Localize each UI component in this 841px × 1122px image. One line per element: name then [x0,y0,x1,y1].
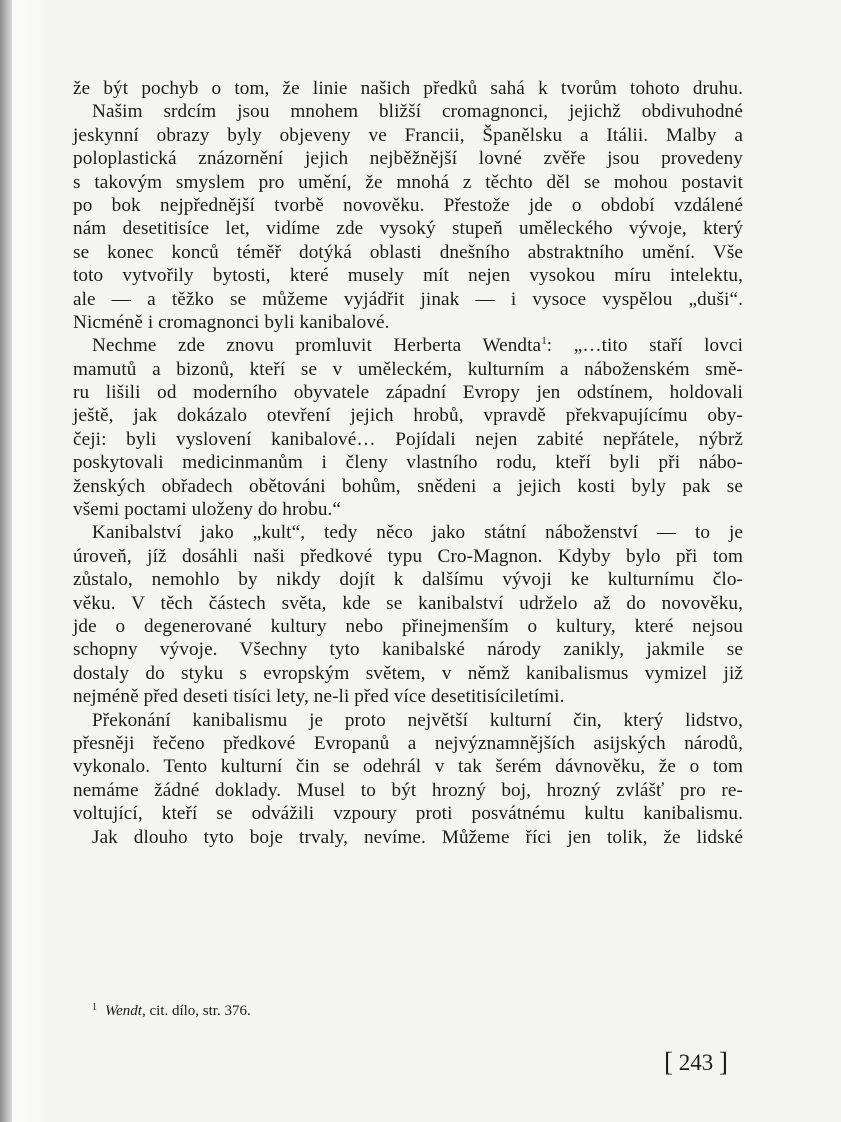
footnote-text: , cit. dílo, str. 376. [141,1003,251,1019]
text-line-content: schopny vývoje. Všechny tyto kanibalské národy zanikly, jakmile se [73,639,743,661]
text-line-content: Našim srdcím jsou mnohem bližší cromagnonci, jejichž obdivuhodné [92,101,743,123]
text-line [73,171,743,194]
text-line [73,194,743,217]
page-number [664,1046,728,1077]
text-line-content: ženských obřadech obětováni bohům, snědeni a jejich kosti byly pak se [73,475,743,497]
text-line [73,100,743,123]
text-line-content-after: : „…tito staří lovci [546,335,743,357]
text-line [73,755,743,778]
text-line [73,358,743,381]
text-line [73,568,743,591]
text-line-content: Nicméně i cromagnonci byli kanibalové. [73,311,390,333]
footnote-author: Wendt [105,1003,142,1019]
text-line-content: jeskynní obrazy byly objeveny ve Francii, Španělsku a Itálii. Malby a [73,124,743,146]
body-text [73,77,743,849]
page-number-close-bracket: ] [719,1047,728,1077]
text-line-content: po bok nejpřednější tvorbě novověku. Přestože jde o období vzdálené [73,194,743,216]
text-line-content: mamutů a bizonů, kteří se v uměleckém, kulturním a náboženském smě- [73,358,743,380]
text-line [73,404,743,427]
text-line [73,498,743,521]
text-line [73,381,743,404]
text-line [73,709,743,732]
text-line-content: toto vytvořily bytosti, které musely mít nejen vysokou míru intelektu, [73,265,743,287]
text-line-content: vykonalo. Tento kulturní čin se odehrál v tak šerém dávnověku, že o tom [73,756,743,778]
text-line [73,264,743,287]
text-line-content: Jak dlouho tyto boje trvaly, nevíme. Můžeme říci jen tolik, že lidské [92,826,743,848]
text-line-content: Nechme zde znovu promluvit Herberta Wendta [92,335,542,357]
text-line-content: nejméně před deseti tisíci lety, ne-li před více desetitisíciletími. [73,686,565,708]
text-line [73,662,743,685]
text-line [73,217,743,240]
text-line-content: s takovým smyslem pro umění, že mnohá z těchto děl se mohou postavit [73,171,743,193]
page-gutter-shadow [0,0,12,1122]
text-line-content: zůstalo, nemohlo by nikdy dojít k dalšímu vývoji ke kulturnímu člo- [73,569,743,591]
text-line-content: ru lišili od moderního obyvatele západní Evropy jen odstínem, holdovali [73,382,743,404]
text-line-content: se konec konců téměř dotýká oblasti dnešního abstraktního umění. Vše [73,241,743,263]
text-line-content: Překonání kanibalismu je proto největší kulturní čin, který lidstvo, [92,709,743,731]
text-line [73,615,743,638]
text-line-content: poloplastická znázornění jejich nejběžnější lovné zvěře jsou provedeny [73,148,743,170]
text-line [73,241,743,264]
text-line-content: věku. V těch částech světa, kde se kanibalství udrželo až do novověku, [73,592,743,614]
text-line-content: ještě, jak dokázalo otevření jejich hrobů, vpravdě překvapujícímu oby- [73,405,743,427]
page-gutter-highlight [12,0,42,1122]
text-line [73,592,743,615]
text-line [73,685,743,708]
text-line [73,311,743,334]
text-line [73,334,743,357]
text-line-content: voltující, kteří se odvážili vzpoury proti posvátnému kultu kanibalismu. [73,803,743,825]
text-line [73,521,743,544]
text-line-content: že být pochyb o tom, že linie našich předků sahá k tvorům tohoto druhu. [73,78,743,99]
text-line-content: čeji: byli vyslovení kanibalové… Pojídali nejen zabité nepřátele, nýbrž [73,428,743,450]
text-line [73,475,743,498]
text-line-content: nám desetitisíce let, vidíme zde vysoký stupeň uměleckého vývoje, který [73,218,743,240]
text-line-content: nemáme žádné doklady. Musel to být hrozný boj, hrozný zvlášť pro re- [73,779,743,801]
text-line [73,124,743,147]
page-number-open-bracket: [ [664,1047,673,1077]
footnote [92,1002,251,1020]
text-line [73,732,743,755]
text-line [73,545,743,568]
text-line-content: poskytovali medicinmanům i členy vlastního rodu, kteří byli při nábo- [73,452,743,474]
text-line [73,428,743,451]
footnote-reference[interactable]: 1 [541,335,547,348]
text-line [73,638,743,661]
text-line [73,77,743,100]
text-line [73,147,743,170]
text-line-content: Kanibalství jako „kult“, tedy něco jako státní náboženství — to je [92,522,743,544]
page-number-value: 243 [678,1050,714,1075]
text-line-content: ale — a těžko se můžeme vyjádřit jinak — i vysoce vyspělou „duši“. [73,288,743,310]
text-line [73,779,743,802]
text-line-content: přesněji řečeno předkové Evropanů a nejvýznamnějších asijských národů, [73,732,743,754]
text-line-content: všemi poctami uloženy do hrobu.“ [73,499,342,521]
text-line-content: úroveň, jíž dosáhli naši předkové typu Cro-Magnon. Kdyby bylo při tom [73,545,743,567]
footnote-number: 1 [92,1002,97,1013]
text-line-content: dostaly do styku s evropským světem, v němž kanibalismus vymizel již [73,662,743,684]
text-line [73,802,743,825]
text-line-content: jde o degenerované kultury nebo přinejmenším o kultury, které nejsou [73,615,743,637]
text-line [73,288,743,311]
text-line [73,451,743,474]
text-line [73,826,743,849]
